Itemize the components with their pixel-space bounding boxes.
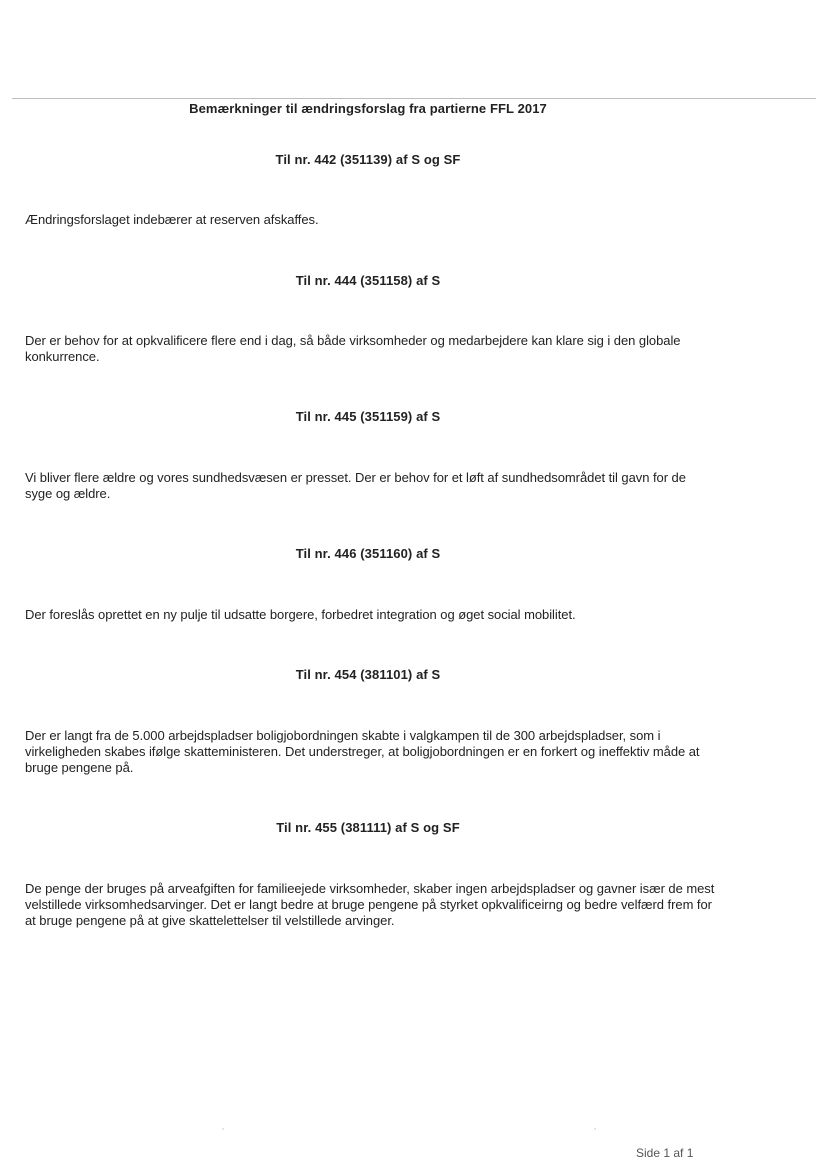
- top-rule: [12, 98, 816, 99]
- scan-speck: [222, 1128, 224, 1130]
- section-text-444: Der er behov for at opkvalificere flere end i dag, så både virksomheder og medarbejdere kan klare sig i den globale konkurrence.: [25, 333, 681, 364]
- section-heading-442: Til nr. 442 (351139) af S og SF: [275, 152, 461, 167]
- section-text-454: Der er langt fra de 5.000 arbejdspladser boligjobordningen skabte i valgkampen til de 300 arbejdspladser, som i virkeligheden skabes ifølge skatteministeren. Det understreger, at boligjobordningen er en forkert og ineffektiv måde at bruge pengene på.: [25, 728, 700, 775]
- section-heading-444: Til nr. 444 (351158) af S: [295, 273, 441, 288]
- section-heading-446: Til nr. 446 (351160) af S: [295, 546, 441, 561]
- section-text-445: Vi bliver flere ældre og vores sundhedsvæsen er presset. Der er behov for et løft af sundhedsområdet til gavn for de syge og ældre.: [25, 470, 686, 501]
- document-title: Bemærkninger til ændringsforslag fra partierne FFL 2017: [189, 101, 547, 116]
- page-number-footer: Side 1 af 1: [636, 1146, 694, 1160]
- section-text-442: Ændringsforslaget indebærer at reserven afskaffes.: [25, 212, 319, 227]
- section-heading-455: Til nr. 455 (381111) af S og SF: [276, 820, 460, 835]
- section-text-455: De penge der bruges på arveafgiften for familieejede virksomheder, skaber ingen arbejdspladser og gavner især de mest velstillede virksomhedsarvinger. Det er langt bedre at bruge pengene på styrket opkvalificeirng og bedre velfærd frem for at bruge pengene på at give skattelettelser til velstillede arvinger.: [25, 881, 715, 928]
- scan-speck: [594, 1128, 596, 1130]
- section-heading-445: Til nr. 445 (351159) af S: [295, 409, 441, 424]
- section-heading-454: Til nr. 454 (381101) af S: [295, 667, 441, 682]
- section-text-446: Der foreslås oprettet en ny pulje til udsatte borgere, forbedret integration og øget social mobilitet.: [25, 607, 576, 622]
